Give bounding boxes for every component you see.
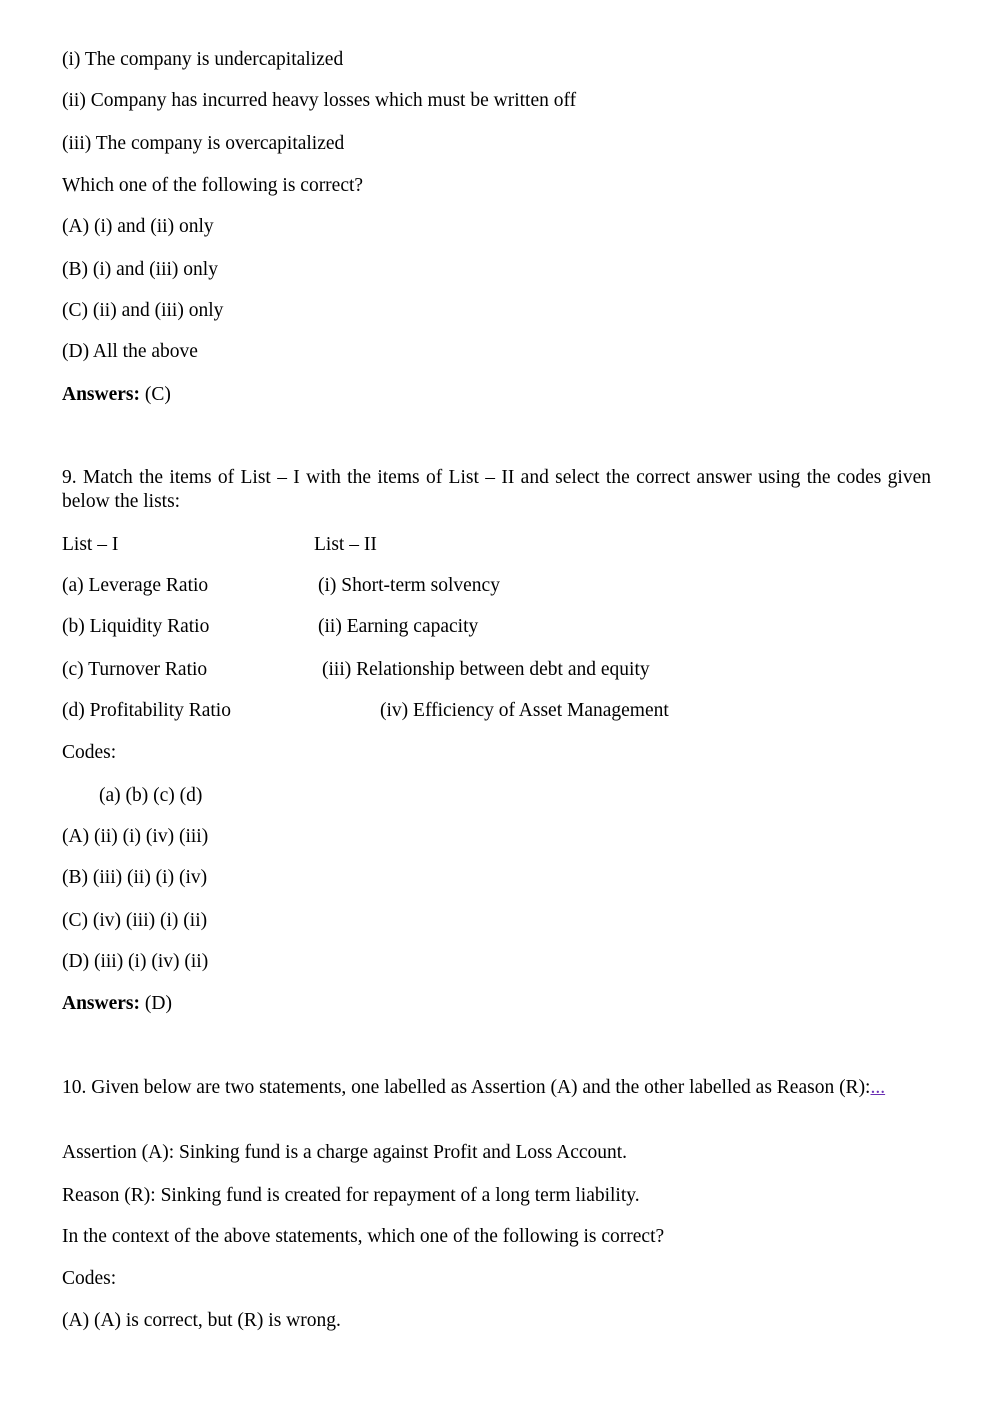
list2-item-iv: (iv) Efficiency of Asset Management [380, 700, 669, 721]
list1-item-c: (c) Turnover Ratio [62, 659, 208, 680]
q9-codes-label: Codes: [62, 742, 117, 763]
q9-option-a: (A) (ii) (i) (iv) (iii) [62, 826, 209, 847]
q9-answer-label: Answers: [62, 993, 140, 1014]
q9-option-c: (C) (iv) (iii) (i) (ii) [62, 910, 208, 931]
q10-reason: Reason (R): Sinking fund is created for repayment of a long term liability. [62, 1185, 640, 1206]
list2-item-i: (i) Short-term solvency [318, 575, 500, 596]
statement-ii: (ii) Company has incurred heavy losses which must be written off [62, 90, 577, 111]
q9-question: 9. Match the items of List – I with the items of List – II and select the correct answer using the codes given below the lists: [62, 467, 931, 512]
list2-item-ii: (ii) Earning capacity [318, 616, 479, 637]
list1-header: List – I [62, 534, 119, 555]
q10-question-text: 10. Given below are two statements, one labelled as Assertion (A) and the other labelled as Reason (R): [62, 1077, 871, 1098]
q9-option-d: (D) (iii) (i) (iv) (ii) [62, 951, 209, 972]
q9-codes-header: (a) (b) (c) (d) [99, 785, 203, 806]
q9-answer-value: (D) [144, 993, 172, 1014]
q8-answer [62, 383, 171, 407]
list2-item-iii: (iii) Relationship between debt and equity [322, 659, 650, 680]
q9-answer [62, 992, 172, 1016]
list1-item-d: (d) Profitability Ratio [62, 700, 231, 721]
list2-header: List – II [314, 534, 377, 555]
q8-question: Which one of the following is correct? [62, 175, 364, 196]
statement-i: (i) The company is undercapitalized [62, 49, 344, 70]
q8-option-a: (A) (i) and (ii) only [62, 216, 214, 237]
q10-question [62, 1076, 931, 1100]
list1-item-a: (a) Leverage Ratio [62, 575, 209, 596]
q8-answer-value: (C) [144, 384, 171, 405]
q10-option-a: (A) (A) is correct, but (R) is wrong. [62, 1310, 341, 1331]
q9-option-b: (B) (iii) (ii) (i) (iv) [62, 867, 208, 888]
q8-option-b: (B) (i) and (iii) only [62, 259, 218, 280]
q10-assertion: Assertion (A): Sinking fund is a charge against Profit and Loss Account. [62, 1142, 628, 1163]
q8-option-d: (D) All the above [62, 341, 198, 362]
q10-question2: In the context of the above statements, which one of the following is correct? [62, 1226, 665, 1247]
q10-codes-label: Codes: [62, 1268, 117, 1289]
q8-option-c: (C) (ii) and (iii) only [62, 300, 224, 321]
q10-link[interactable]: ... [870, 1077, 886, 1098]
list1-item-b: (b) Liquidity Ratio [62, 616, 210, 637]
q8-answer-label: Answers: [62, 384, 140, 405]
statement-iii: (iii) The company is overcapitalized [62, 133, 345, 154]
